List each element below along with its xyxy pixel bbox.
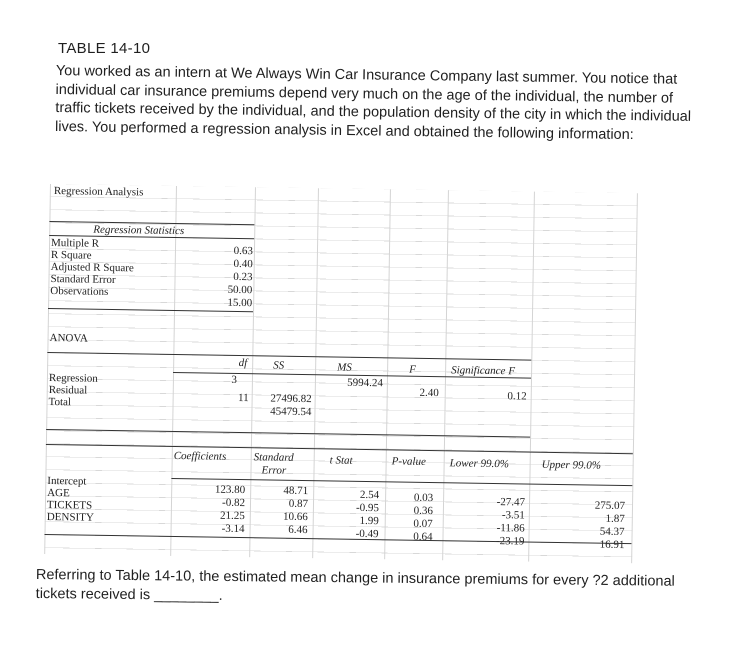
anova-df: 11 xyxy=(237,391,249,405)
coef-col-header: t Stat xyxy=(329,454,353,467)
t-value: 2.54 xyxy=(359,488,380,502)
p-value: 0.07 xyxy=(413,517,433,531)
anova-df: 3 xyxy=(231,373,238,386)
anova-ss: 27496.82 xyxy=(270,392,312,406)
coef-col-header: Error xyxy=(261,464,287,477)
se-value: 0.87 xyxy=(288,497,309,511)
lower-value: -3.51 xyxy=(501,509,525,522)
anova-col-header: Significance F xyxy=(451,364,516,378)
t-value: -0.95 xyxy=(355,501,380,515)
stat-value: 0.23 xyxy=(233,270,253,284)
lower-value: -23.19 xyxy=(495,535,525,548)
regression-output-sheet xyxy=(44,184,638,563)
se-value: 48.71 xyxy=(283,484,309,498)
problem-statement: You worked as an intern at We Always Win Car Insurance Company last summer. You notice that individual car insurance premiums depend very much on the age of the individual, the number of traffic tickets received by the individual, and the population density of the city in which the individual lives. You performed a regression analysis in Excel and obtained the following information: xyxy=(54,62,692,143)
coef-row-label: DENSITY xyxy=(46,510,94,524)
anova-heading: ANOVA xyxy=(49,332,88,345)
stat-label: R Square xyxy=(50,249,92,262)
table-title: TABLE 14-10 xyxy=(58,40,151,57)
p-value: 0.36 xyxy=(413,504,434,518)
anova-ss: 45479.54 xyxy=(270,405,312,419)
coef-value: 21.25 xyxy=(219,509,245,523)
lower-value: -27.47 xyxy=(496,496,526,509)
anova-row-label: Regression xyxy=(48,372,98,385)
coef-value: -0.82 xyxy=(221,496,246,510)
coef-col-header: Lower 99.0% xyxy=(449,457,510,471)
coef-col-header: Coefficients xyxy=(173,449,227,463)
stat-value: 50.00 xyxy=(227,283,253,297)
upper-value: 16.91 xyxy=(599,538,625,552)
anova-sig: 0.12 xyxy=(507,390,527,403)
p-value: 0.64 xyxy=(413,530,433,544)
coef-value: -3.14 xyxy=(221,522,245,536)
anova-col-header: df xyxy=(238,356,248,370)
stat-label: Adjusted R Square xyxy=(50,261,134,275)
p-value: 0.03 xyxy=(413,491,434,505)
coef-value: 123.80 xyxy=(214,483,246,497)
anova-col-header: MS xyxy=(337,361,352,374)
anova-f: 2.40 xyxy=(419,386,439,400)
t-value: 1.99 xyxy=(359,514,379,528)
coef-col-header: Standard xyxy=(253,451,294,464)
anova-row-label: Total xyxy=(48,396,72,409)
upper-value: 1.87 xyxy=(605,512,625,526)
upper-value: 275.07 xyxy=(594,499,626,513)
coef-col-header: P-value xyxy=(391,455,426,468)
stat-value: 0.40 xyxy=(233,257,253,271)
coef-row-label: Intercept xyxy=(47,474,87,488)
t-value: -0.49 xyxy=(355,527,379,541)
anova-row-label: Residual xyxy=(48,384,88,397)
stat-label: Multiple R xyxy=(50,237,100,250)
anova-col-header: F xyxy=(409,363,416,376)
stats-heading: Regression Statistics xyxy=(93,223,185,238)
stat-value: 0.63 xyxy=(233,244,254,258)
se-value: 6.46 xyxy=(288,523,308,537)
coef-row-label: AGE xyxy=(47,486,70,500)
stat-label: Observations xyxy=(50,285,109,298)
coef-col-header: Upper 99.0% xyxy=(541,458,602,472)
upper-value: 54.37 xyxy=(599,525,625,539)
coef-row-label: TICKETS xyxy=(46,498,93,512)
anova-ms: 5994.24 xyxy=(347,376,384,390)
question-text: Referring to Table 14-10, the estimated mean change in insurance premiums for every ?2 additional tickets received is ________. xyxy=(35,566,675,604)
se-value: 10.66 xyxy=(282,510,308,524)
stat-label: Standard Error xyxy=(50,273,116,287)
lower-value: -11.86 xyxy=(496,522,525,535)
stat-value: 15.00 xyxy=(227,296,253,310)
anova-col-header: SS xyxy=(273,359,285,372)
sheet-heading: Regression Analysis xyxy=(53,185,144,199)
